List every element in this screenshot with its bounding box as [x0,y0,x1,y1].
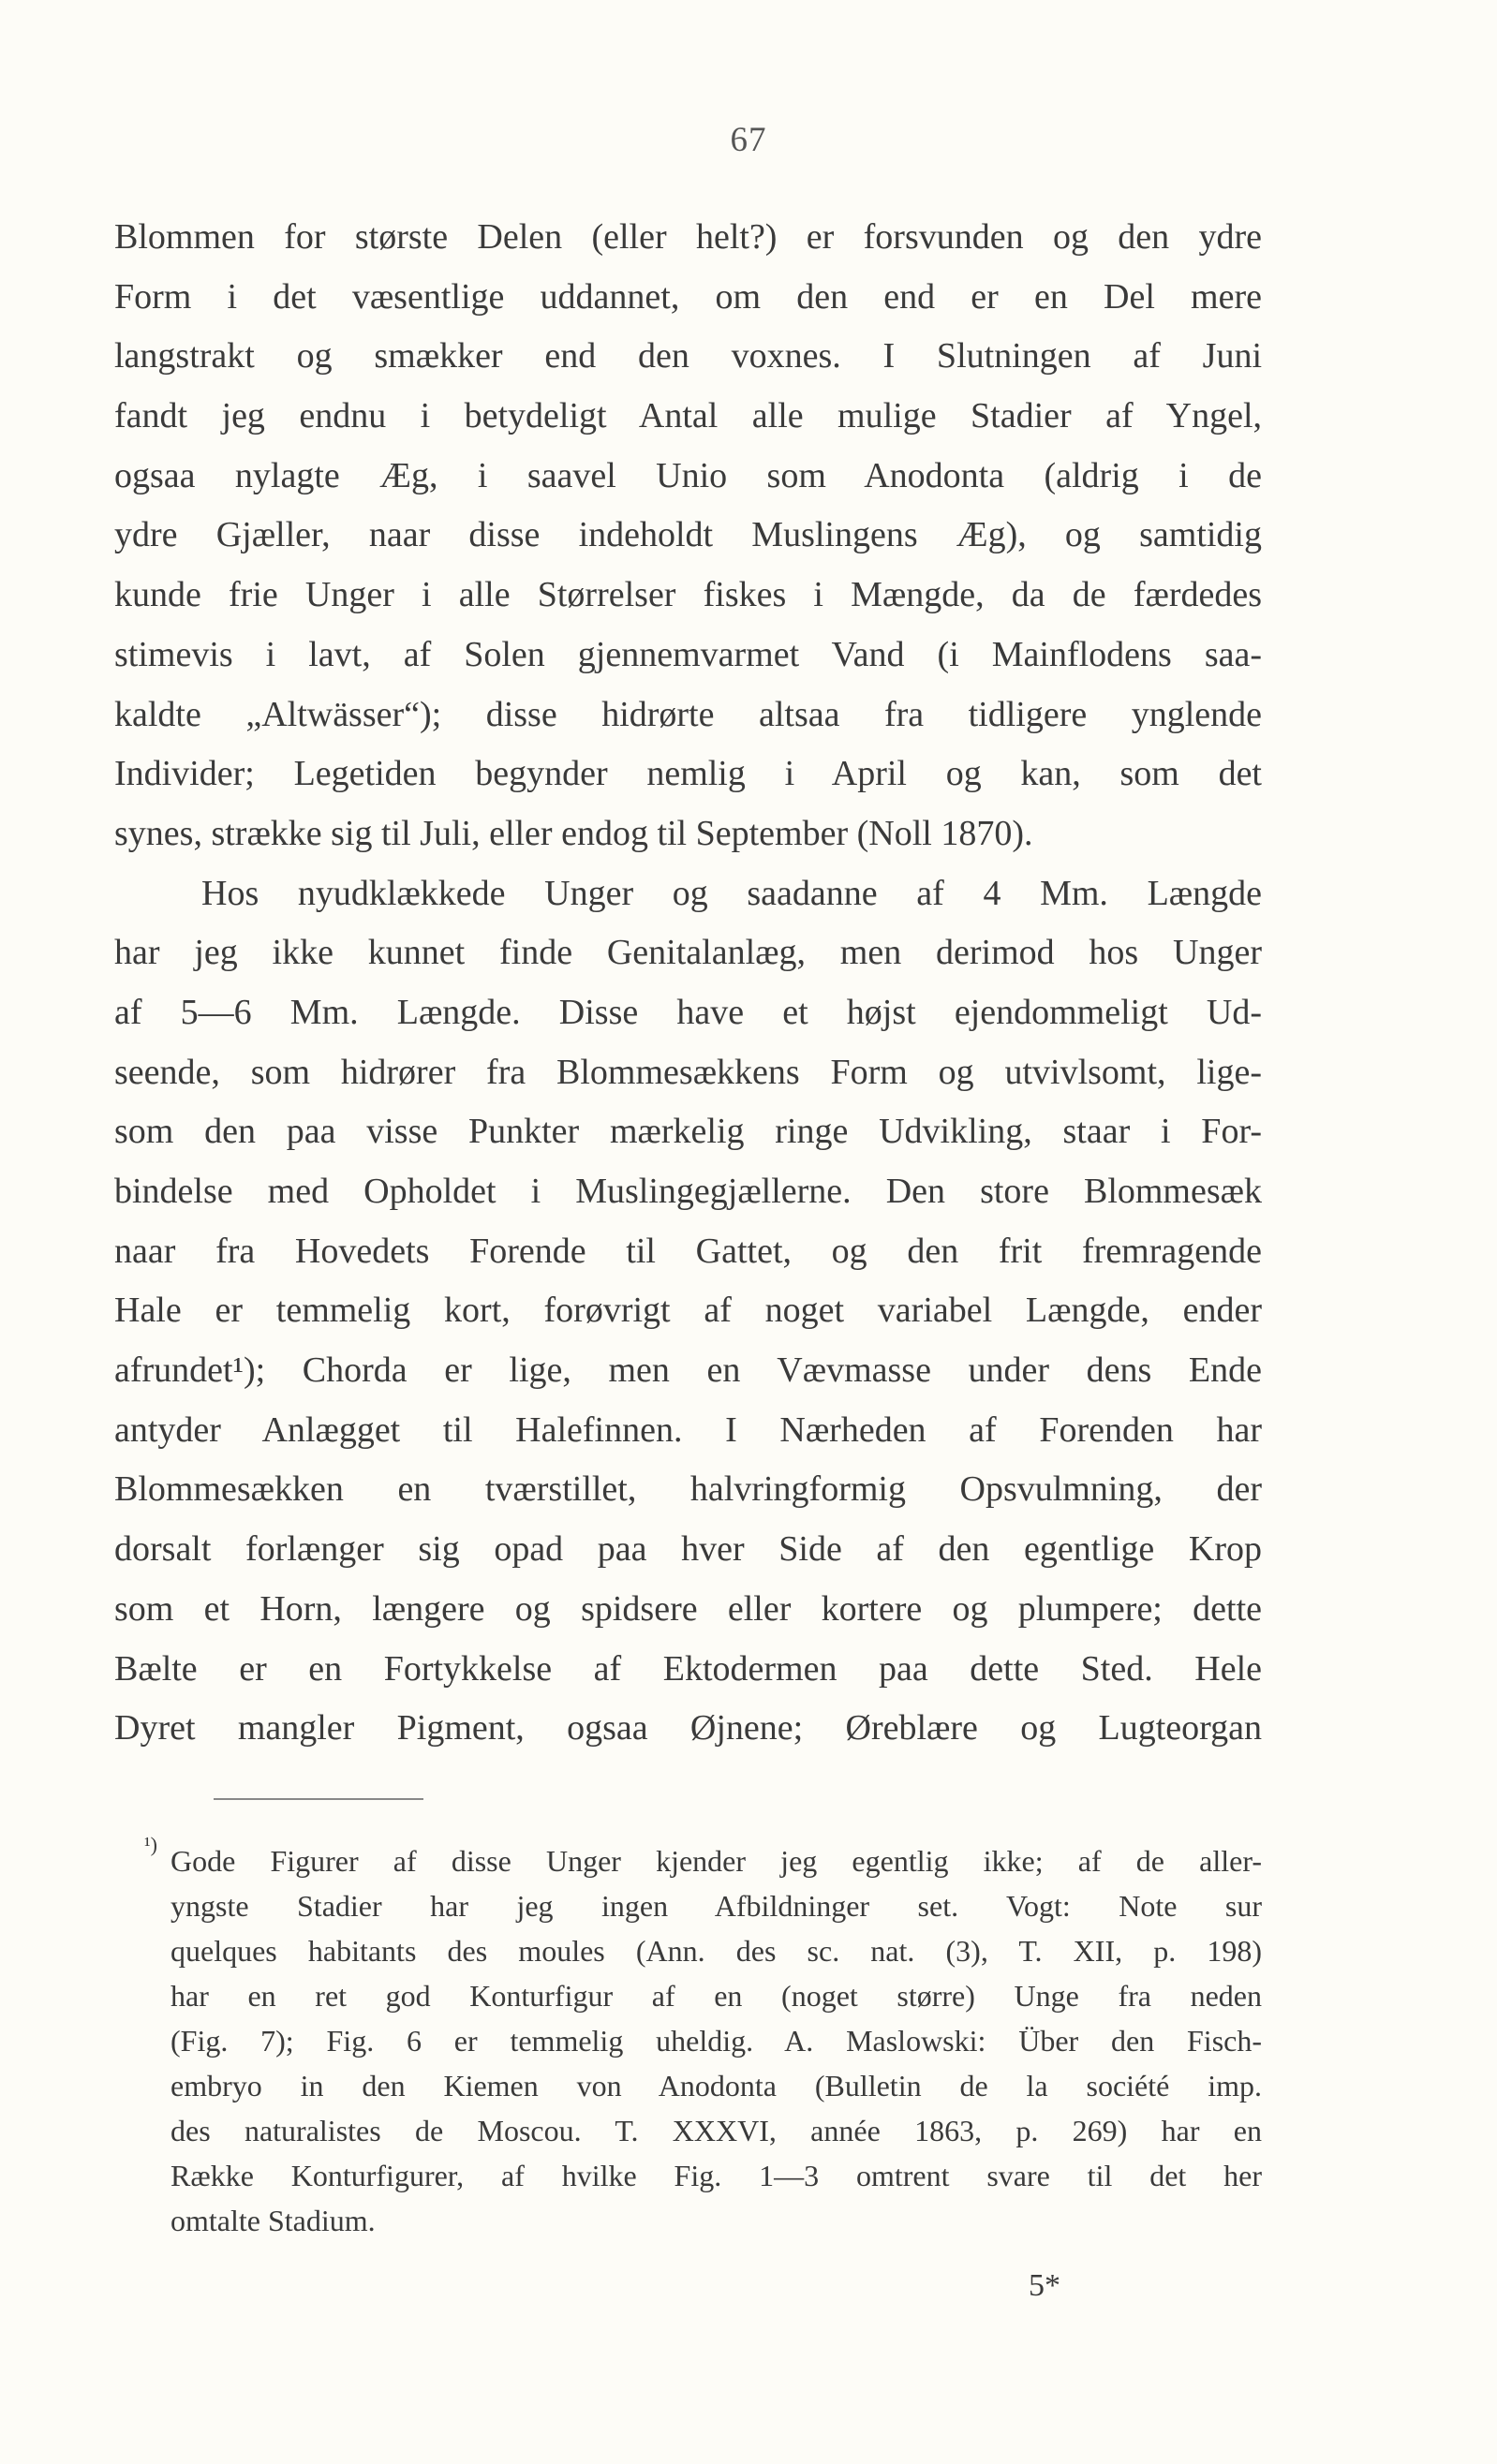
body-line: synes, strække sig til Juli, eller endog til September (Noll 1870). [114,813,1033,853]
body-line: har jeg ikke kunnet finde Genitalanlæg, men derimod hos Unger [114,933,1262,973]
body-line: Bælte er en Fortykkelse af Ektodermen paa dette Sted. Hele [114,1648,1262,1689]
body-line: kunde frie Unger i alle Størrelser fiskes i Mængde, da de færdedes [114,575,1262,615]
body-text [114,208,1262,1759]
body-line: af 5—6 Mm. Længde. Disse have et højst ejendommeligt Ud- [114,992,1262,1032]
footnote-line: (Fig. 7); Fig. 6 er temmelig uheldig. A. Maslowski: Über den Fisch- [170,2024,1262,2058]
body-line: Dyret mangler Pigment, ogsaa Øjnene; Øreblære og Lugteorgan [114,1708,1262,1748]
body-line: dorsalt forlænger sig opad paa hver Side af den egentlige Krop [114,1529,1262,1570]
body-line: fandt jeg endnu i betydeligt Antal alle mulige Stadier af Yngel, [114,396,1262,436]
body-line: som et Horn, længere og spidsere eller kortere og plumpere; dette [114,1588,1262,1629]
footnote-line: har en ret god Konturfigur af en (noget større) Unge fra neden [170,1979,1262,2013]
footnote-line: des naturalistes de Moscou. T. XXXVI, année 1863, p. 269) har en [170,2114,1262,2147]
footnote-divider [214,1798,423,1800]
footnote-line: embryo in den Kiemen von Anodonta (Bulletin de la société imp. [170,2069,1262,2103]
body-line: antyder Anlægget til Halefinnen. I Nærheden af Forenden har [114,1409,1262,1450]
footnote-line: omtalte Stadium. [170,2204,376,2237]
footnote-line: quelques habitants des moules (Ann. des sc. nat. (3), T. XII, p. 198) [170,1934,1262,1968]
body-line: afrundet¹); Chorda er lige, men en Vævmasse under dens Ende [114,1350,1262,1391]
body-line: ogsaa nylagte Æg, i saavel Unio som Anodonta (aldrig i de [114,455,1262,495]
signature-mark: 5* [1029,2268,1060,2303]
page-number: 67 [730,121,767,159]
footnote-line: Gode Figurer af disse Unger kjender jeg egentlig ikke; af de aller- [170,1844,1262,1878]
body-line: langstrakt og smækker end den voxnes. I Slutningen af Juni [114,336,1262,376]
body-line: Blommen for største Delen (eller helt?) er forsvunden og den ydre [114,217,1262,257]
body-line: bindelse med Opholdet i Muslingegjællerne. Den store Blommesæk [114,1172,1262,1211]
footnote-marker: ¹) [144,1833,157,1856]
body-line: Form i det væsentlige uddannet, om den end er en Del mere [114,276,1262,317]
footnote-line: yngste Stadier har jeg ingen Afbildninger set. Vogt: Note sur [170,1889,1262,1923]
body-line: Hale er temmelig kort, forøvrigt af noget variabel Længde, ender [114,1291,1262,1331]
body-line: naar fra Hovedets Forende til Gattet, og den frit fremragende [114,1231,1262,1271]
body-line: som den paa visse Punkter mærkelig ringe Udvikling, staar i For- [114,1112,1262,1152]
body-line: stimevis i lavt, af Solen gjennemvarmet Vand (i Mainflodens saa- [114,634,1262,674]
body-line: Blommesækken en tværstillet, halvringformig Opsvulmning, der [114,1469,1262,1510]
body-line: Individer; Legetiden begynder nemlig i April og kan, som det [114,754,1262,794]
body-line: kaldte „Altwässer“); disse hidrørte altsaa fra tidligere ynglende [114,694,1262,734]
footnote-line: Række Konturfigurer, af hvilke Fig. 1—3 omtrent svare til det her [170,2159,1262,2192]
body-line: ydre Gjæller, naar disse indeholdt Muslingens Æg), og samtidig [114,515,1262,555]
body-line: Hos nyudklækkede Unger og saadanne af 4 Mm. Længde [201,873,1262,913]
body-line: seende, som hidrører fra Blommesækkens Form og utvivlsomt, lige- [114,1052,1262,1092]
footnote [144,1833,1262,2243]
